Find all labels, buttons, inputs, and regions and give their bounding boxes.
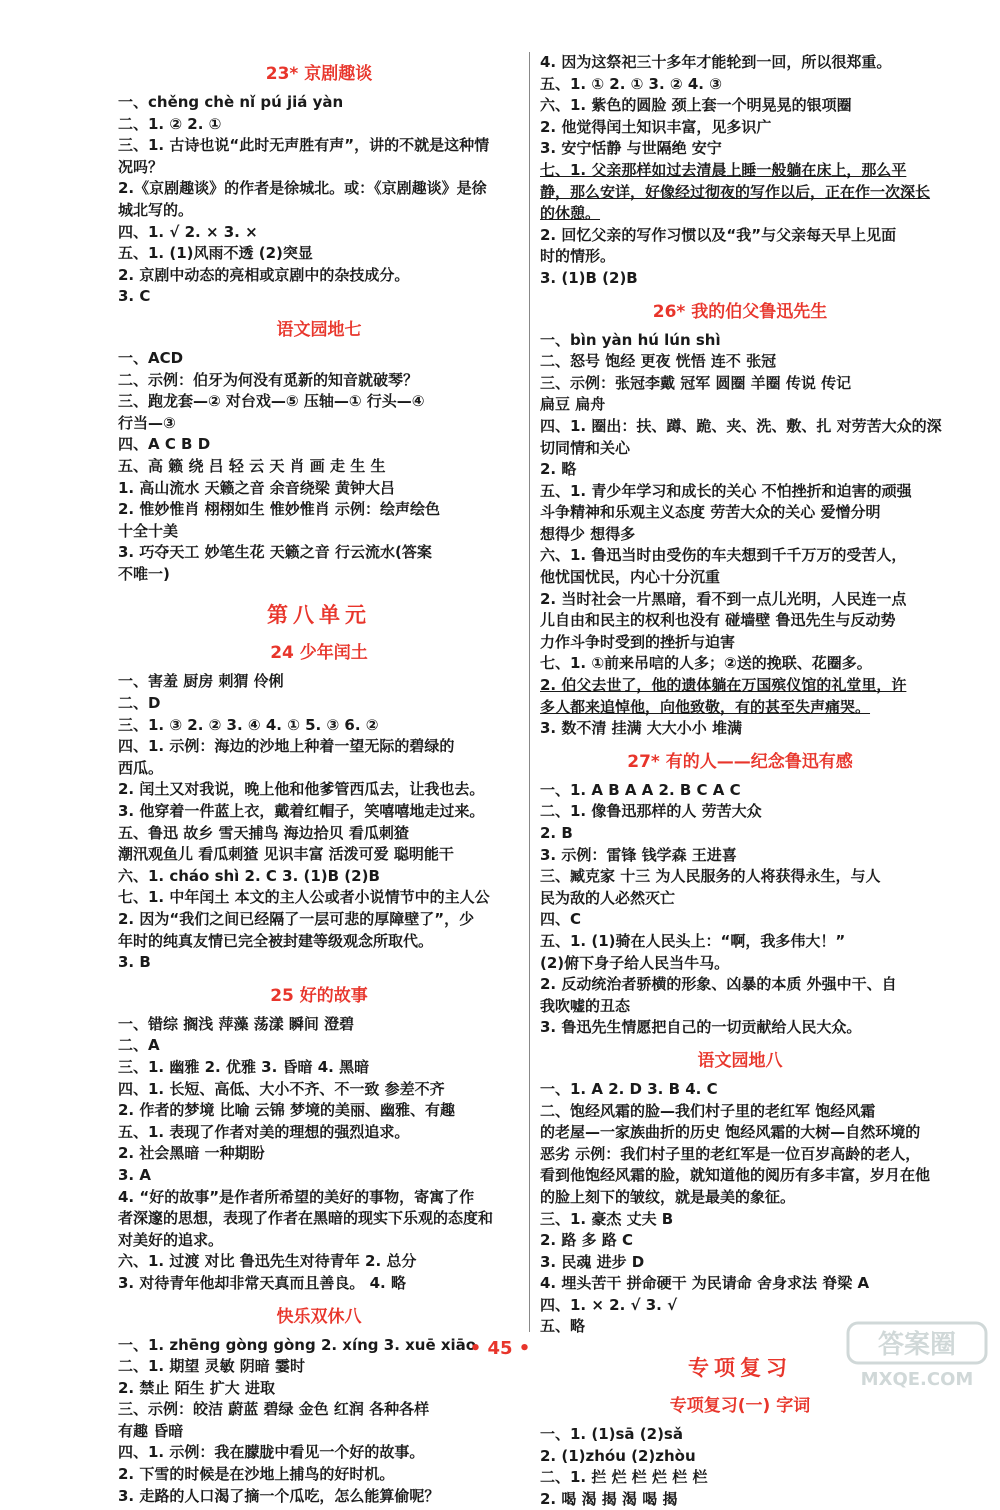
unit-title: 第八单元 — [267, 603, 371, 628]
answer-line: 二、1. ② 2. ① — [118, 114, 222, 133]
answer-line: 一、害羞 厨房 刺猬 伶俐 — [118, 672, 284, 691]
answer-line-underlined: 七、1. 父亲那样如过去清晨上睡一般躺在床上，那么平 — [540, 160, 907, 179]
answer-line: 斗争精神和乐观主义态度 劳苦大众的关心 爱憎分明 — [540, 503, 881, 522]
answer-line: 3. 走路的人口渴了摘一个瓜吃，怎么能算偷呢？ — [118, 1486, 440, 1505]
answer-line: 十全十美 — [118, 521, 179, 540]
answer-line: 民为敌的人必然灭亡 — [540, 888, 676, 907]
unit-title: 专项复习 — [688, 1356, 792, 1381]
answer-line: 六、1. 过渡 对比 鲁迅先生对待青年 2. 总分 — [118, 1252, 417, 1271]
answer-line: 3. 他穿着一件蓝上衣，戴着红帽子，笑嘻嘻地走过来。 — [118, 802, 485, 821]
answer-line: 3. (1)B (2)B — [540, 268, 638, 287]
section-title: 24 少年闰土 — [270, 643, 368, 664]
answer-line: 三、1. 古诗也说“此时无声胜有声”，讲的不就是这种情 — [118, 136, 490, 155]
answer-line: 六、1. cháo shì 2. C 3. (1)B (2)B — [118, 866, 380, 885]
answer-line: 二、A — [118, 1036, 160, 1055]
answer-line: 2. 他觉得闰土知识丰富，见多识广 — [540, 117, 772, 136]
answer-line: 二、1. 期望 灵敏 阴暗 霎时 — [118, 1357, 306, 1376]
answer-line: 4. 因为这祭祀三十多年才能轮到一回，所以很郑重。 — [540, 53, 892, 71]
answer-line: 四、C — [540, 910, 582, 929]
section-title: 快乐双休八 — [276, 1306, 362, 1327]
answer-line: 3. 巧夺天工 妙笔生花 天籁之音 行云流水(答案 — [118, 543, 432, 562]
answer-line: 2. 社会黑暗 一种期盼 — [118, 1144, 265, 1163]
answer-line: 3. 鲁迅先生情愿把自己的一切贡献给人民大众。 — [540, 1018, 862, 1037]
answer-line: 二、示例：伯牙为何没有觅新的知音就破琴？ — [118, 370, 419, 389]
answer-line: 四、1. 长短、高低、大小不齐、不一致 参差不齐 — [118, 1079, 445, 1098]
answer-line: 3. 数不清 挂满 大大小小 堆满 — [540, 719, 743, 738]
answer-line: 2. 喝 渴 揭 渴 喝 揭 — [540, 1489, 678, 1508]
answer-line-underlined: 的休憩。 — [540, 204, 601, 223]
answer-line: 1. 高山流水 天籁之音 余音绕梁 黄钟大吕 — [118, 478, 396, 497]
answer-line: 2. 略 — [540, 460, 577, 479]
answer-line: 四、1. 示例：海边的沙地上种着一望无际的碧绿的 — [118, 737, 455, 756]
answer-line: 年时的纯真友情已完全被封建等级观念所取代。 — [118, 931, 434, 950]
answer-line: 况吗？ — [118, 157, 164, 176]
right-column — [540, 52, 940, 1510]
answer-line: 2. 京剧中动态的亮相或京剧中的杂技成分。 — [118, 265, 410, 284]
answer-line: 六、1. 紫色的圆脸 颈上套一个明晃晃的银项圈 — [540, 96, 852, 115]
answer-line: 3. 对待青年他却非常天真而且善良。 4. 略 — [118, 1273, 406, 1292]
answer-line: 2. 因为“我们之间已经隔了一层可悲的厚障壁了”，少 — [118, 910, 475, 928]
answer-line: 五、1. 青少年学习和成长的关心 不怕挫折和迫害的顽强 — [540, 481, 912, 500]
section-title: 23* 京剧趣谈 — [265, 64, 373, 84]
answer-line: 的脸上刻下的皱纹，就是最美的象征。 — [540, 1187, 796, 1206]
answer-line: 七、1. ①前来吊唁的人多；②送的挽联、花圈多。 — [540, 654, 872, 673]
answer-line: 二、怒号 饱经 更夜 恍悟 连不 张冠 — [540, 352, 777, 371]
answer-line: 四、1. 圈出：扶、蹲、跪、夹、洗、敷、扎 对劳苦大众的深 — [540, 416, 942, 435]
answer-line: 3. B — [118, 953, 151, 972]
answer-line: 扁豆 扁舟 — [540, 395, 606, 414]
answer-line: 二、饱经风霜的脸—我们村子里的老红军 饱经风霜 — [540, 1101, 876, 1120]
section-title: 专项复习(一) 字词 — [669, 1396, 811, 1417]
section-title: 语文园地七 — [276, 319, 362, 340]
answer-line: 2. 路 多 路 C — [540, 1231, 634, 1250]
answer-line-underlined: 静，那么安详，好像经过彻夜的写作以后，正在作一次深长 — [540, 182, 931, 201]
answer-line: 3. A — [118, 1165, 151, 1184]
answer-line: 七、1. 中年闰土 本文的主人公或者小说情节中的主人公 — [118, 888, 490, 907]
answer-line: 二、D — [118, 694, 161, 713]
answer-line: 3. 安宁恬静 与世隔绝 安宁 — [540, 139, 722, 158]
answer-line: 三、跑龙套—② 对台戏—⑤ 压轴—① 行头—④ — [118, 392, 425, 411]
answer-line-underlined: 多人都来追悼他，向他致敬，有的甚至失声痛哭。 — [540, 697, 871, 716]
answer-line: 四、1. × 2. √ 3. √ — [540, 1295, 678, 1314]
answer-line: 我吹嘘的丑态 — [540, 996, 631, 1015]
answer-line: 五、略 — [540, 1317, 586, 1336]
svg-text:MXQE.COM: MXQE.COM — [860, 1369, 974, 1390]
answer-line: 一、ACD — [118, 348, 184, 367]
answer-line: 三、示例：张冠李戴 冠军 圆圈 羊圈 传说 传记 — [540, 373, 852, 392]
page-number: • 45 • — [469, 1338, 531, 1359]
answer-line: 力作斗争时受到的挫折与迫害 — [540, 632, 736, 651]
answer-line: 五、高 籁 绕 吕 轻 云 天 肖 画 走 生 生 — [118, 456, 386, 475]
answer-line: 一、bìn yàn hú lún shì — [540, 330, 721, 349]
answer-line: 3. 示例：雷锋 钱学森 王进喜 — [540, 845, 737, 864]
answer-line: 四、1. 示例：我在朦胧中看见一个好的故事。 — [118, 1443, 425, 1462]
answer-line: 2. 反动统治者骄横的形象、凶暴的本质 外强中干、自 — [540, 975, 897, 994]
answer-line: 2. 闰土又对我说，晚上他和他爹管西瓜去，让我也去。 — [118, 780, 485, 799]
answer-line: 二、1. 拦 烂 栏 烂 栏 栏 — [540, 1468, 708, 1487]
section-title: 27* 有的人——纪念鲁迅有感 — [627, 751, 853, 772]
answer-line: 一、1. A B A A 2. B C A C — [540, 780, 741, 799]
answer-line: 2. 当时社会一片黑暗，看不到一点儿光明，人民连一点 — [540, 589, 907, 608]
answer-line: 3. 民魂 进步 D — [540, 1252, 645, 1271]
answer-line: 的老屋—一家族曲折的历史 饱经风霜的大树—自然环境的 — [540, 1123, 921, 1142]
answer-line: 西瓜。 — [118, 758, 164, 777]
answer-line: 一、1. A 2. D 3. B 4. C — [540, 1079, 718, 1098]
answer-line: 2. 回忆父亲的写作习惯以及“我”与父亲每天早上见面 — [540, 225, 897, 244]
answer-line-underlined: 2. 伯父去世了，他的遗体躺在万国殡仪馆的礼堂里，许 — [540, 676, 907, 695]
svg-text:答案圈: 答案圈 — [877, 1330, 957, 1360]
answer-line: 他忧国忧民，内心十分沉重 — [540, 568, 721, 587]
answer-line: 三、1. ③ 2. ② 3. ④ 4. ① 5. ③ 6. ② — [118, 715, 379, 734]
section-title: 25 好的故事 — [270, 985, 368, 1006]
answer-line: 三、示例：皎洁 蔚蓝 碧绿 金色 红润 各种各样 — [118, 1400, 430, 1419]
answer-line: 二、1. 像鲁迅那样的人 劳苦大众 — [540, 802, 762, 821]
answer-line: 三、臧克家 十三 为人民服务的人将获得永生，与人 — [540, 867, 881, 886]
answer-line: 3. C — [118, 287, 151, 306]
answer-line: 三、1. 幽雅 2. 优雅 3. 昏暗 4. 黑暗 — [118, 1057, 370, 1076]
answer-line: 儿自由和民主的权利也没有 碰墙壁 鲁迅先生与反动势 — [540, 611, 896, 630]
answer-line: 2. 下雪的时候是在沙地上捕鸟的好时机。 — [118, 1465, 395, 1484]
answer-line: 看到他饱经风霜的脸，就知道他的阅历有多丰富，岁月在他 — [540, 1166, 931, 1185]
answer-line: 五、1. (1)骑在人民头上：“啊，我多伟大！” — [540, 931, 846, 950]
column-divider — [529, 52, 530, 1332]
answer-line: 五、1. (1)风雨不透 (2)突显 — [118, 244, 313, 263]
answer-line: 2. B — [540, 824, 573, 842]
answer-line: 一、chěng chè nǐ pú jiá yàn — [118, 93, 344, 111]
answer-line: 2. 惟妙惟肖 栩栩如生 惟妙惟肖 示例：绘声绘色 — [118, 500, 441, 519]
answer-line: 想得少 想得多 — [540, 524, 636, 543]
answer-line: 一、1. zhēng gòng gòng 2. xíng 3. xuē xiāo — [118, 1335, 477, 1354]
answer-line: 4. “好的故事”是作者所希望的美好的事物，寄寓了作 — [118, 1187, 475, 1206]
answer-line: 4. 埋头苦干 拼命硬干 为民请命 舍身求法 脊梁 A — [540, 1274, 870, 1293]
answer-line: 恶劣 示例：我们村子里的老红军是一位百岁高龄的老人， — [540, 1144, 921, 1163]
answer-line: 2. (1)zhóu (2)zhòu — [540, 1446, 696, 1465]
left-column — [118, 52, 520, 1507]
answer-line: 时的情形。 — [540, 247, 616, 266]
answer-line: 2. 禁止 陌生 扩大 进取 — [118, 1378, 276, 1397]
answer-line: 有趣 昏暗 — [118, 1421, 184, 1440]
watermark-logo — [842, 1319, 992, 1393]
answer-line: 四、1. √ 2. × 3. × — [118, 222, 258, 241]
answer-line: 六、1. 鲁迅当时由受伤的车夫想到千千万万的受苦人， — [540, 546, 907, 565]
answer-line: 切同情和关心 — [540, 438, 631, 457]
answer-line: 四、A C B D — [118, 435, 211, 454]
answer-line: 2.《京剧趣谈》的作者是徐城北。或：《京剧趣谈》是徐 — [118, 179, 487, 198]
answer-line: 对美好的追求。 — [118, 1230, 224, 1249]
answer-line: 者深邃的思想，表现了作者在黑暗的现实下乐观的态度和 — [118, 1209, 494, 1228]
answer-line: 五、1. ① 2. ① 3. ② 4. ③ — [540, 74, 722, 93]
answer-line: 2. 作者的梦境 比喻 云锦 梦境的美丽、幽雅、有趣 — [118, 1101, 456, 1120]
section-title: 26* 我的伯父鲁迅先生 — [652, 301, 828, 322]
answer-line: 行当—③ — [118, 413, 176, 432]
answer-line: 五、1. 表现了作者对美的理想的强烈追求。 — [118, 1122, 410, 1141]
answer-line: 五、鲁迅 故乡 雪天捕鸟 海边拾贝 看瓜刺猹 — [118, 823, 409, 842]
answer-line: 三、1. 豪杰 丈夫 B — [540, 1209, 674, 1228]
answer-line: 一、1. (1)sā (2)sǎ — [540, 1425, 683, 1444]
answer-line: 不唯一) — [118, 564, 170, 583]
answer-line: 城北写的。 — [118, 200, 194, 219]
answer-line: (2)俯下身子给人民当牛马。 — [540, 953, 730, 972]
answer-line: 一、错综 搁浅 萍藻 荡漾 瞬间 澄碧 — [118, 1014, 355, 1033]
answer-line: 潮汛观鱼儿 看瓜刺猹 见识丰富 活泼可爱 聪明能干 — [118, 845, 454, 864]
section-title: 语文园地八 — [697, 1050, 783, 1071]
